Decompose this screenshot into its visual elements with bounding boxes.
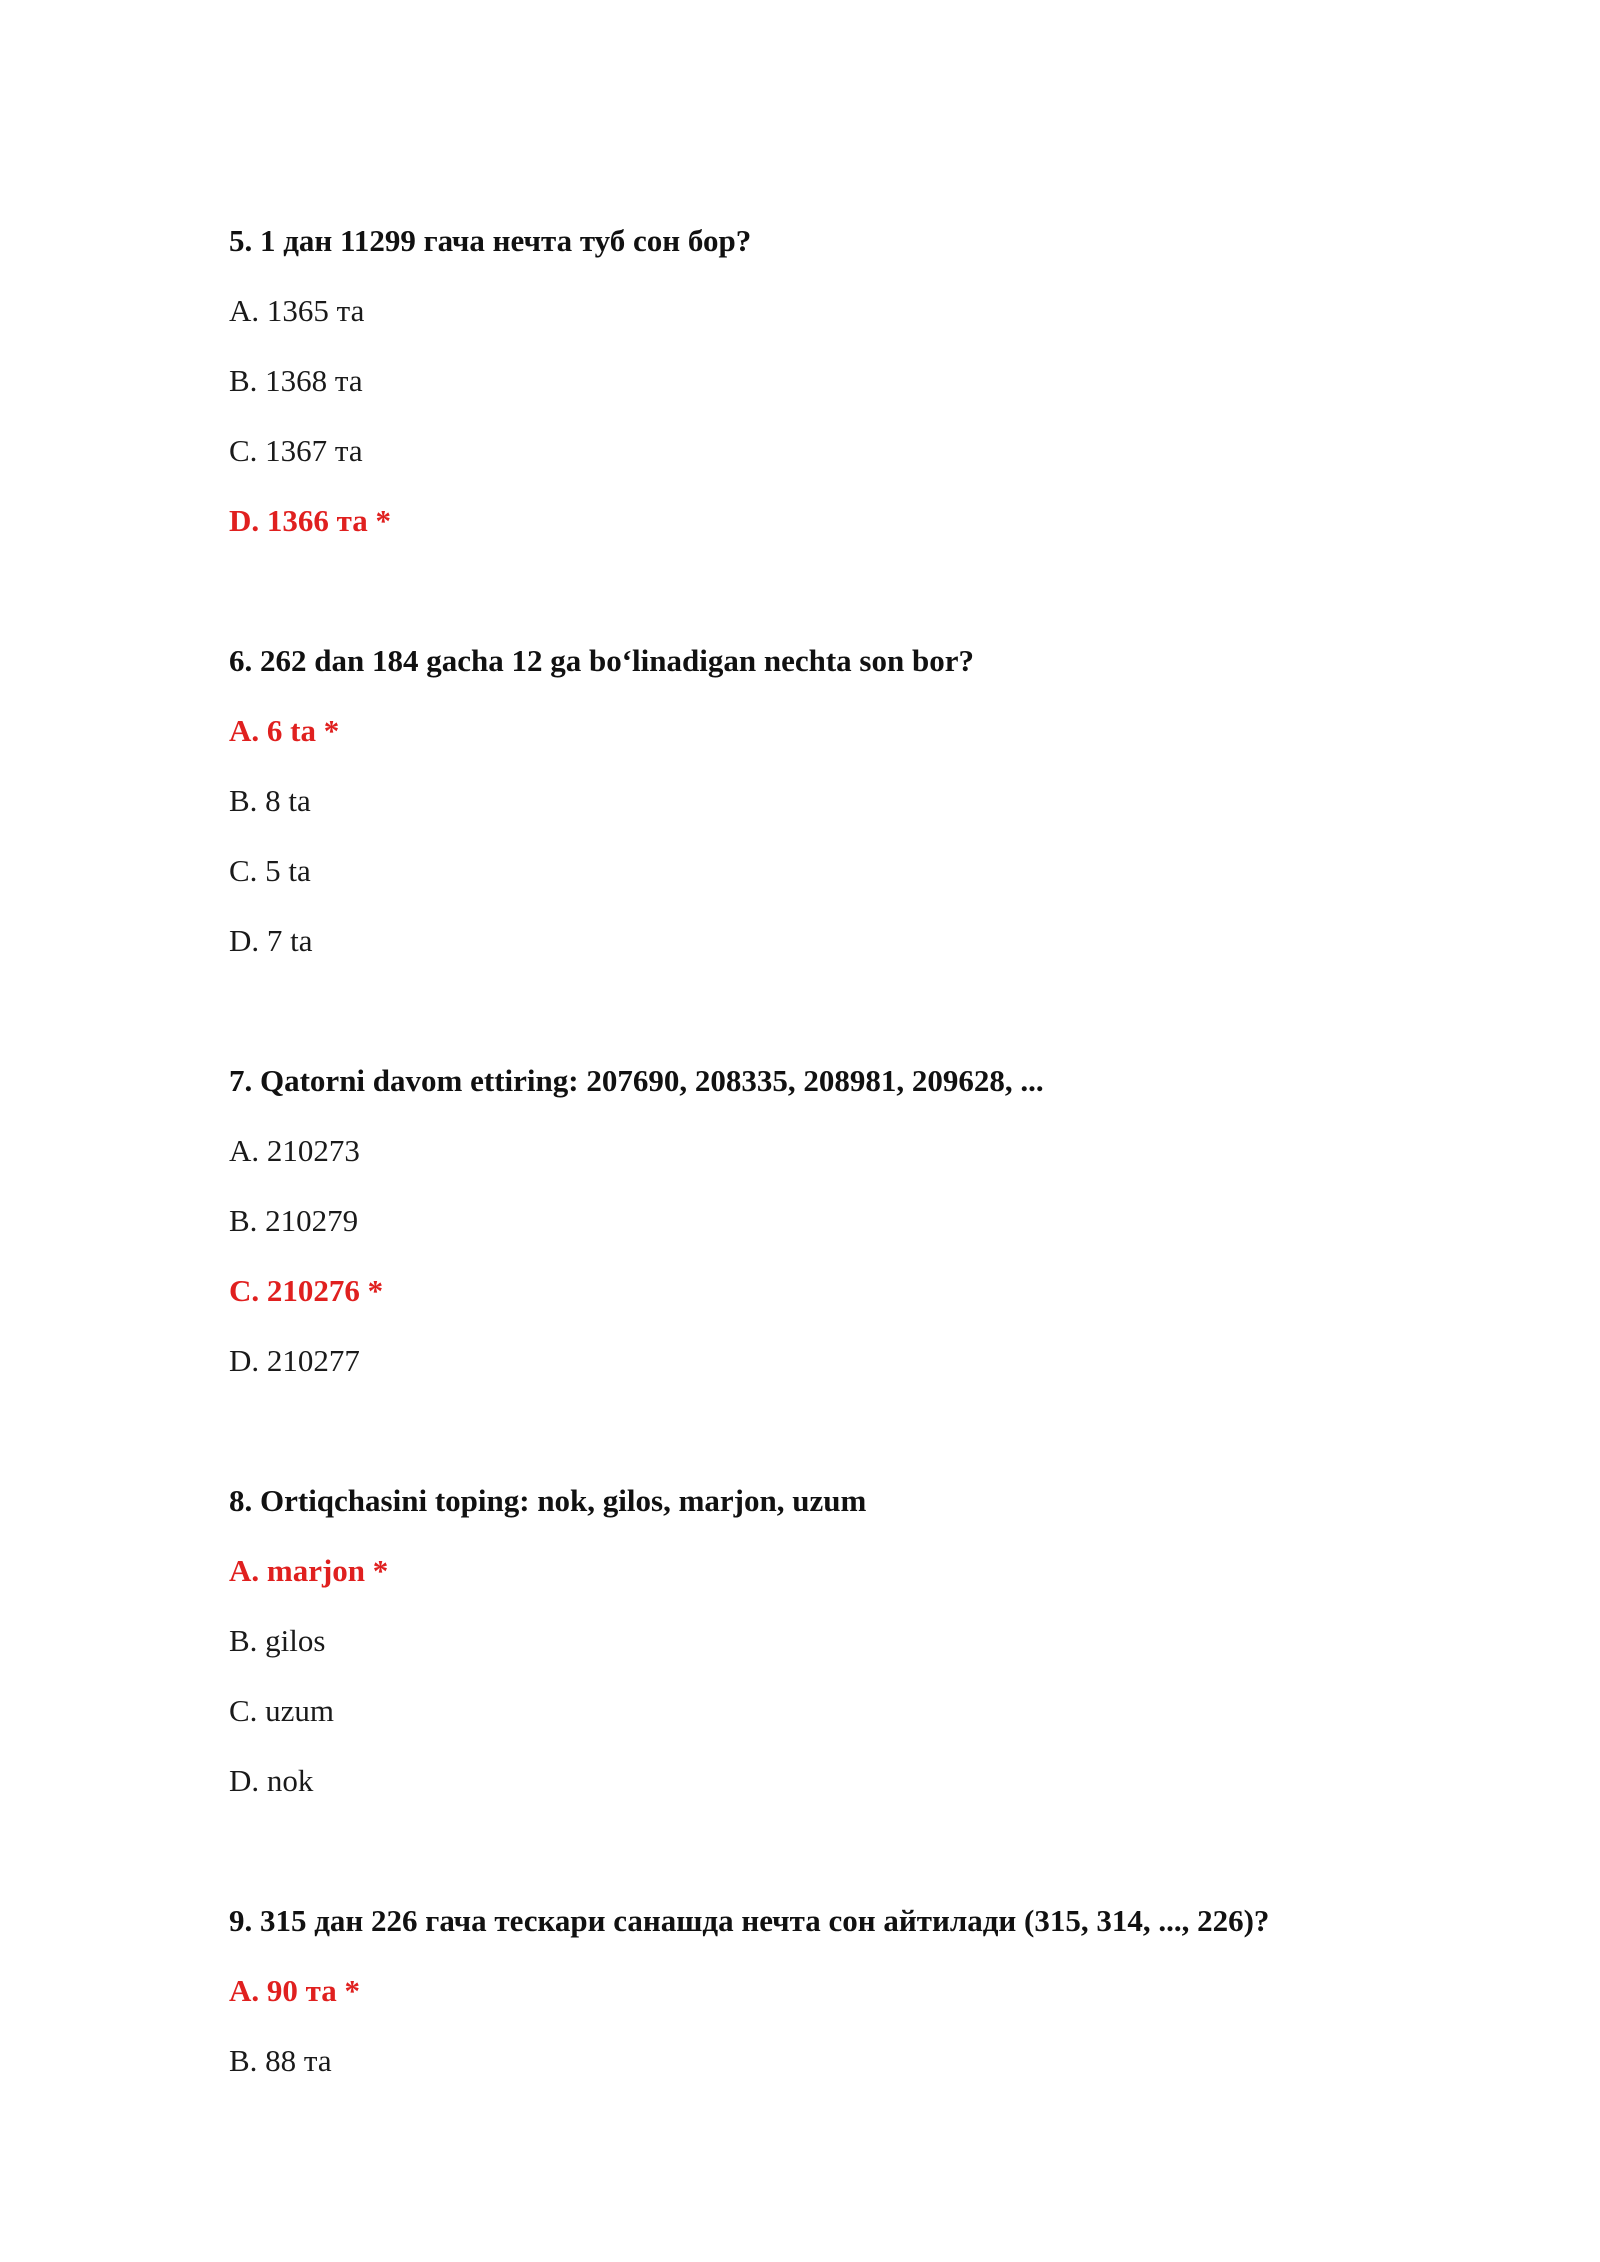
question-9: 9. 315 дан 226 гача тескари санашда нечта сон айтилади (315, 314, ..., 226)? <box>229 1903 1270 1938</box>
q7-option-a: A. 210273 <box>229 1133 360 1168</box>
question-5: 5. 1 дан 11299 гача нечта туб сон бор? <box>229 223 752 258</box>
q8-option-b: B. gilos <box>229 1623 326 1658</box>
q6-option-b: B. 8 ta <box>229 783 311 818</box>
q5-option-b: B. 1368 та <box>229 363 363 398</box>
q7-option-b: B. 210279 <box>229 1203 359 1238</box>
q5-option-a: A. 1365 та <box>229 293 365 328</box>
q9-option-a-correct: A. 90 та * <box>229 1973 360 2008</box>
q6-option-d: D. 7 ta <box>229 923 313 958</box>
q8-option-d: D. nok <box>229 1763 314 1798</box>
q6-option-c: C. 5 ta <box>229 853 311 888</box>
question-7: 7. Qatorni davom ettiring: 207690, 208335, 208981, 209628, ... <box>229 1063 1044 1098</box>
question-6: 6. 262 dan 184 gacha 12 ga bo‘linadigan nechta son bor? <box>229 643 974 678</box>
q8-option-c: C. uzum <box>229 1693 335 1728</box>
q8-option-a-correct: A. marjon * <box>229 1553 389 1588</box>
q5-option-d-correct: D. 1366 та * <box>229 503 391 538</box>
question-8: 8. Ortiqchasini toping: nok, gilos, marjon, uzum <box>229 1483 867 1518</box>
q5-option-c: C. 1367 та <box>229 433 363 468</box>
q7-option-d: D. 210277 <box>229 1343 360 1378</box>
q6-option-a-correct: A. 6 ta * <box>229 713 340 748</box>
q7-option-c-correct: C. 210276 * <box>229 1273 384 1308</box>
q9-option-b: B. 88 та <box>229 2043 332 2078</box>
